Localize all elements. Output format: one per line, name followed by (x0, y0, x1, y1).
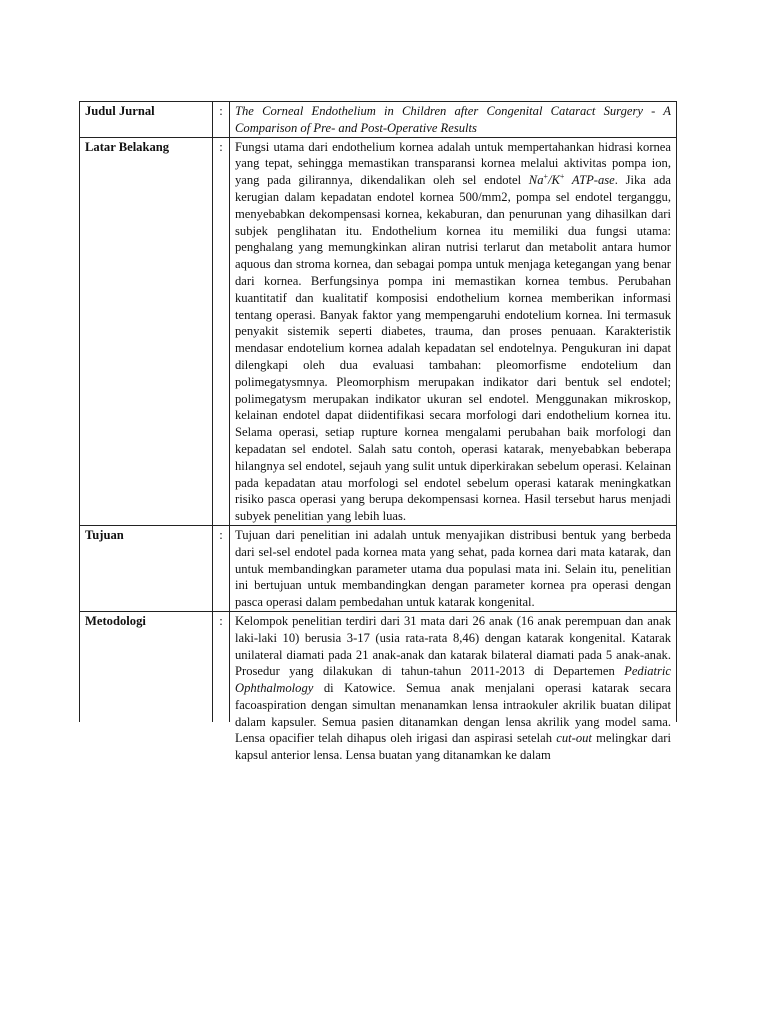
row-colon: : (213, 102, 230, 138)
table-row (80, 611, 677, 722)
journal-summary-table (79, 101, 677, 763)
latar-text-part-2: . Jika ada kerugian dalam kepadatan endotel kornea 500/mm2, pompa sel endotel terganggu, menyebabkan dekompensasi kornea, kekaburan, dan penurunan yang dihasilkan dari subjek penglihatan itu. Endothelium kornea itu memiliki dua fungsi utama: penghalang yang memungkinkan aliran nutrisi terlarut dan metabolit antara humor aquous dan stroma kornea, dan sebagai pompa untuk menjaga ketegangan yang benar dari kornea. Berfungsinya pompa ini memastikan kornea tembus. Perubahan kuantitatif dan kualitatif komposisi endothelium kornea memberikan informasi tentang operasi. Banyak faktor yang mempengaruhi endotelium kornea. Ini termasuk penyakit sistemik seperti diabetes, trauma, dan proses penuaan. Karakteristik mendasar endotelium kornea adalah kepadatan sel endotelnya. Pengukuran ini dapat dilengkapi oleh dua evaluasi tambahan: pleomorfisme endotelium dan polimegatysmnya. Pleomorphism merupakan indikator dari bentuk sel endotel; polimegatysm merupakan indikator ukuran sel endotel. Menggunakan mikroskop, kelainan endotel dapat diidentifikasi secara morfologi dari endothelium kornea itu. Selama operasi, setiap rupture kornea mengalami perubahan baik morfologi dan kepadatan sel endotel. Salah satu contoh, operasi katarak, menyebabkan beberapa hilangnya sel endotel, sejauh yang sulit untuk diperkirakan sebelum operasi. Kelainan pada kepadatan atau morfologi sel endotel sebelum operasi katarak meningkatkan risiko pasca operasi yang berupa dekompensasi kornea. Hasil tersebut harus menjadi subyek penelitian yang lebih luas. (235, 173, 671, 524)
row-label-judul: Judul Jurnal (80, 102, 213, 138)
k-superscript: + (559, 172, 565, 181)
row-label-metodologi: Metodologi (80, 611, 213, 722)
metodologi-clip (235, 613, 671, 763)
metodologi-text-part-1: Kelompok penelitian terdiri dari 31 mata dari 26 anak (16 anak perempuan dan anak laki-laki 10) berusia 3-17 (usia rata-rata 8,46) dengan katarak kongenital. Katarak unilateral diamati pada 21 anak-anak dan katarak bilateral diamati pada 5 anak-anak. Prosedur yang dilakukan di tahun-tahun 2011-2013 di Departemen (235, 613, 671, 679)
row-colon: : (213, 525, 230, 611)
cutout-term: cut-out (556, 731, 592, 746)
metodologi-text (230, 611, 677, 763)
metodologi-text-part-3: melingkar dari kapsul anterior lensa. Lensa buatan yang ditanamkan ke dalam (235, 731, 671, 763)
row-colon: : (213, 137, 230, 525)
row-colon: : (213, 611, 230, 722)
latar-belakang-text (230, 137, 677, 525)
na-symbol: Na (528, 173, 544, 188)
row-label-tujuan: Tujuan (80, 525, 213, 611)
latar-text-part-1: Fungsi utama dari endothelium kornea adalah untuk mempertahankan hidrasi kornea yang tepat, sehingga memastikan transparansi kornea melalui aktivitas pompa ion, yang pada gilirannya, dikendalikan oleh sel endotel (235, 139, 671, 188)
tujuan-text: Tujuan dari penelitian ini adalah untuk menyajikan distribusi bentuk yang berbeda dari sel-sel endotel pada kornea mata yang sehat, pada kornea dari mata katarak, dan untuk membandingkan parameter utama dua populasi mata ini. Selain itu, penelitian ini bertujuan untuk membandingkan dengan parameter kornea pra operasi dengan pasca operasi dalam pembedahan untuk katarak kongenital. (230, 525, 677, 611)
table-row (80, 525, 677, 611)
row-label-latar-belakang: Latar Belakang (80, 137, 213, 525)
department-name: Pediatric Ophthalmology (235, 664, 671, 696)
na-superscript: + (543, 172, 549, 181)
table-row (80, 137, 677, 525)
k-symbol: /K (548, 173, 560, 188)
metodologi-text-part-2: di Katowice. Semua anak menjalani operasi katarak secara facoaspiration dengan simultan menanamkan lensa intraokuler akrilik buatan dilipat dalam kapsuler. Semua pasien ditanamkan dengan lensa akrilik yang model sama. Lensa opacifier telah dihapus oleh irigasi dan aspirasi setelah (235, 681, 671, 746)
table-row (80, 102, 677, 138)
atpase-term: ATP-ase (564, 173, 615, 188)
journal-title: The Corneal Endothelium in Children after Congenital Cataract Surgery - A Comparison of Pre- and Post-Operative Results (230, 102, 677, 138)
